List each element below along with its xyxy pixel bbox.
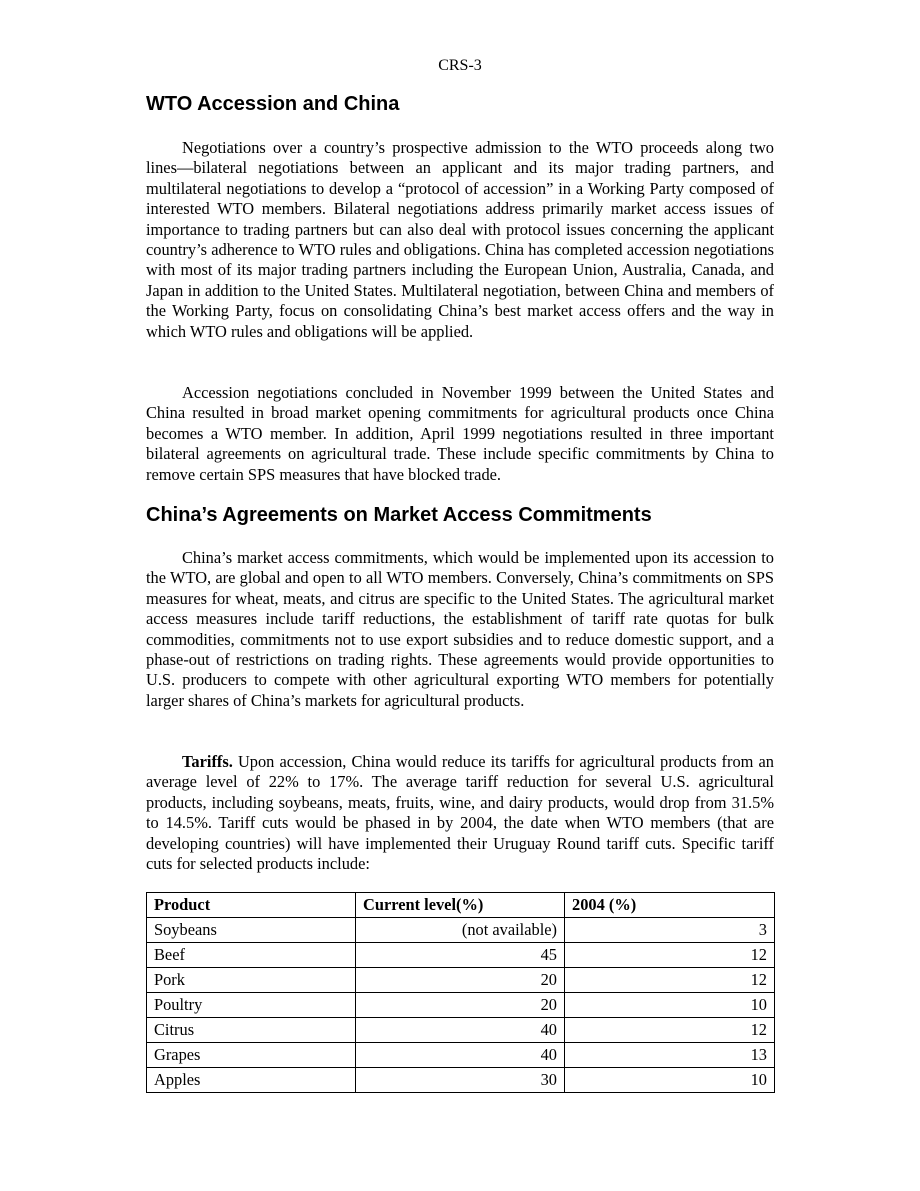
tariffs-body-text: Upon accession, China would reduce its tariffs for agricultural products from an average level of 22% to 17%. The average tariff reduction for several U.S. agricultural products, including soybeans, meats, fruits, wine, and dairy products, would drop from 31.5% to 14.5%. Tariff cuts would be phased in by 2004, the date when WTO members (that are developing countries) will have implemented their Uruguay Round tariff cuts. Specific tariff cuts for selected products include: — [146, 752, 774, 874]
page-number-header: CRS-3 — [438, 57, 482, 74]
cell-2004-level: 12 — [565, 1018, 775, 1043]
cell-current-level: 40 — [356, 1018, 565, 1043]
cell-2004-level: 10 — [565, 1068, 775, 1093]
paragraph-accession-1999: Accession negotiations concluded in November 1999 between the United States and China resulted in broad market opening commitments for agricultural products once China becomes a WTO member. In addition, April 1999 negotiations resulted in three important bilateral agreements on agricultural trade. These include specific commitments by China to remove certain SPS measures that have blocked trade. — [146, 383, 774, 484]
cell-product: Pork — [147, 968, 356, 993]
paragraph-negotiations: Negotiations over a country’s prospective admission to the WTO proceeds along two lines—bilateral negotiations between an applicant and its major trading partners, and multilateral negotiations to develop a “protocol of accession” in a Working Party composed of interested WTO members. Bilateral negotiations address primarily market access issues of importance to trading partners but can also deal with protocol issues concerning the applicant country’s adherence to WTO rules and obligations. China has completed accession negotiations with most of its major trading partners including the European Union, Australia, Canada, and Japan in addition to the United States. Multilateral negotiation, between China and members of the Working Party, focus on consolidating China’s best market access offers and the way in which WTO rules and obligations will be applied. — [146, 138, 774, 341]
cell-current-level: 30 — [356, 1068, 565, 1093]
cell-product: Citrus — [147, 1018, 356, 1043]
column-header-product: Product — [147, 893, 356, 918]
cell-2004-level: 12 — [565, 968, 775, 993]
cell-product: Poultry — [147, 993, 356, 1018]
cell-product: Apples — [147, 1068, 356, 1093]
table-row — [147, 943, 775, 968]
cell-current-level: 45 — [356, 943, 565, 968]
cell-product: Soybeans — [147, 918, 356, 943]
table-row — [147, 993, 775, 1018]
table-row — [147, 1068, 775, 1093]
column-header-2004: 2004 (%) — [565, 893, 775, 918]
table-row — [147, 1043, 775, 1068]
cell-2004-level: 10 — [565, 993, 775, 1018]
cell-current-level: 20 — [356, 993, 565, 1018]
tariff-cuts-table — [146, 892, 775, 1093]
table-row — [147, 1018, 775, 1043]
cell-2004-level: 12 — [565, 943, 775, 968]
cell-current-level: (not available) — [356, 918, 565, 943]
cell-2004-level: 13 — [565, 1043, 775, 1068]
cell-current-level: 40 — [356, 1043, 565, 1068]
table-row — [147, 968, 775, 993]
column-header-current-level: Current level(%) — [356, 893, 565, 918]
cell-product: Grapes — [147, 1043, 356, 1068]
paragraph-market-access-commitments: China’s market access commitments, which would be implemented upon its accession to the WTO, are global and open to all WTO members. Conversely, China’s commitments on SPS measures for wheat, meats, and citrus are specific to the United States. The agricultural market access measures include tariff reductions, the establishment of tariff rate quotas for bulk commodities, commitments not to use export subsidies and to reduce domestic support, and a phase-out of restrictions on trading rights. These agreements would provide opportunities to U.S. producers to compete with other agricultural exporting WTO members for potentially larger shares of China’s markets for agricultural products. — [146, 548, 774, 710]
table-header-row — [147, 893, 775, 918]
section-heading-wto-accession: WTO Accession and China — [146, 93, 400, 115]
cell-2004-level: 3 — [565, 918, 775, 943]
tariffs-run-in-heading: Tariffs. — [182, 752, 233, 771]
paragraph-tariffs — [146, 752, 774, 874]
section-heading-market-access: China’s Agreements on Market Access Commitments — [146, 504, 652, 526]
cell-product: Beef — [147, 943, 356, 968]
cell-current-level: 20 — [356, 968, 565, 993]
table-row — [147, 918, 775, 943]
